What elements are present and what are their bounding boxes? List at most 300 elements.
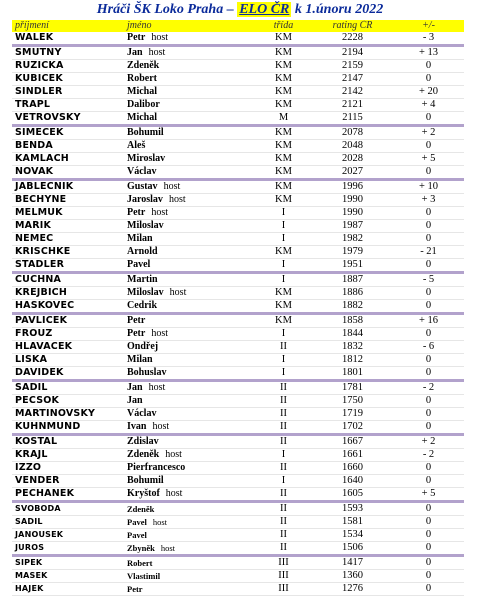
class-cell-text: II bbox=[280, 529, 287, 540]
rating-cell-text: 1719 bbox=[342, 408, 363, 419]
diff-cell-text: 0 bbox=[425, 112, 432, 123]
class-cell-text: II bbox=[280, 421, 287, 432]
title-prefix: Hráči ŠK Loko Praha – bbox=[96, 2, 238, 17]
firstname-cell bbox=[124, 488, 252, 502]
rating-cell bbox=[312, 516, 390, 529]
diff-cell-text: + 5 bbox=[421, 153, 436, 164]
surname-cell-text: DAVIDEK bbox=[15, 367, 64, 378]
surname-cell bbox=[12, 153, 124, 166]
diff-cell-text: - 6 bbox=[422, 341, 435, 352]
surname-cell bbox=[12, 421, 124, 435]
surname-cell bbox=[12, 328, 124, 341]
diff-cell-text: 0 bbox=[425, 354, 432, 365]
diff-cell-text: 0 bbox=[425, 503, 432, 514]
class-cell bbox=[252, 328, 312, 341]
table-row bbox=[12, 475, 464, 488]
firstname-cell-text: Jan bbox=[127, 395, 143, 406]
rating-cell-text: 1750 bbox=[342, 395, 363, 406]
surname-cell-text: MARIK bbox=[15, 220, 52, 231]
host-label: host bbox=[169, 287, 187, 298]
firstname-cell-text: Robert bbox=[127, 558, 153, 568]
rating-cell-text: 1858 bbox=[342, 315, 363, 326]
rating-cell bbox=[312, 140, 390, 153]
class-cell bbox=[252, 529, 312, 542]
diff-cell bbox=[390, 126, 464, 140]
surname-cell-text: SADIL bbox=[15, 382, 48, 393]
diff-cell bbox=[390, 449, 464, 462]
diff-cell-text: 0 bbox=[425, 328, 432, 339]
surname-cell bbox=[12, 273, 124, 287]
table-row bbox=[12, 570, 464, 583]
table-row bbox=[12, 542, 464, 556]
rating-cell-text: 2027 bbox=[342, 166, 363, 177]
table-header-row bbox=[12, 20, 464, 32]
firstname-cell-text: Miloslav bbox=[127, 220, 164, 231]
firstname-cell-text: Pavel bbox=[127, 517, 147, 527]
rating-cell bbox=[312, 73, 390, 86]
surname-cell-text: MARTINOVSKY bbox=[15, 408, 96, 419]
table-row bbox=[12, 60, 464, 73]
header-firstname: jméno bbox=[124, 20, 252, 32]
diff-cell-text: 0 bbox=[425, 287, 432, 298]
firstname-cell bbox=[124, 328, 252, 341]
diff-cell-text: - 21 bbox=[420, 246, 437, 257]
surname-cell bbox=[12, 246, 124, 259]
surname-cell-text: KREJBICH bbox=[15, 287, 67, 298]
table-row bbox=[12, 194, 464, 207]
rating-cell-text: 1781 bbox=[342, 382, 363, 393]
class-cell-text: III bbox=[278, 583, 289, 594]
class-cell bbox=[252, 381, 312, 395]
diff-cell-text: - 2 bbox=[422, 382, 435, 393]
surname-cell bbox=[12, 99, 124, 112]
diff-cell bbox=[390, 46, 464, 60]
table-row bbox=[12, 502, 464, 516]
class-cell bbox=[252, 421, 312, 435]
surname-cell bbox=[12, 502, 124, 516]
surname-cell bbox=[12, 462, 124, 475]
diff-cell-text: + 20 bbox=[418, 86, 439, 97]
surname-cell bbox=[12, 166, 124, 180]
rating-cell bbox=[312, 32, 390, 46]
surname-cell-text: SVOBODA bbox=[15, 504, 61, 513]
diff-cell-text: 0 bbox=[425, 73, 432, 84]
firstname-cell-text: Jan bbox=[127, 47, 143, 58]
class-cell bbox=[252, 46, 312, 60]
diff-cell-text: 0 bbox=[425, 475, 432, 486]
surname-cell-text: SINDLER bbox=[15, 86, 63, 97]
surname-cell bbox=[12, 367, 124, 381]
table-row bbox=[12, 180, 464, 194]
header-rating: rating ČR bbox=[312, 20, 390, 32]
surname-cell-text: PECHANEK bbox=[15, 488, 75, 499]
firstname-cell-text: Pavel bbox=[127, 259, 151, 270]
class-cell bbox=[252, 395, 312, 408]
class-cell bbox=[252, 73, 312, 86]
firstname-cell-text: Arnold bbox=[127, 246, 158, 257]
surname-cell-text: LISKA bbox=[15, 354, 48, 365]
surname-cell bbox=[12, 408, 124, 421]
table-row bbox=[12, 99, 464, 112]
table-row bbox=[12, 233, 464, 246]
table-row bbox=[12, 153, 464, 166]
firstname-cell bbox=[124, 314, 252, 328]
class-cell bbox=[252, 207, 312, 220]
class-cell-text: II bbox=[280, 341, 287, 352]
diff-cell bbox=[390, 300, 464, 314]
table-row bbox=[12, 314, 464, 328]
diff-cell bbox=[390, 287, 464, 300]
surname-cell-text: SADIL bbox=[15, 517, 43, 526]
rating-cell-text: 2194 bbox=[342, 47, 363, 58]
class-cell bbox=[252, 194, 312, 207]
firstname-cell bbox=[124, 220, 252, 233]
class-cell bbox=[252, 140, 312, 153]
class-cell-text: KM bbox=[275, 246, 292, 257]
rating-cell-text: 1996 bbox=[342, 181, 363, 192]
surname-cell bbox=[12, 516, 124, 529]
diff-cell-text: 0 bbox=[425, 583, 432, 594]
firstname-cell-text: Vlastimil bbox=[127, 571, 161, 581]
firstname-cell-text: Dalibor bbox=[127, 99, 160, 110]
table-body bbox=[12, 32, 464, 596]
rating-cell-text: 2121 bbox=[342, 99, 363, 110]
host-label: host bbox=[165, 449, 182, 460]
firstname-cell bbox=[124, 73, 252, 86]
rating-cell-text: 1581 bbox=[342, 516, 363, 527]
firstname-cell-text: Petr bbox=[127, 584, 143, 594]
diff-cell bbox=[390, 166, 464, 180]
rating-cell bbox=[312, 112, 390, 126]
firstname-cell bbox=[124, 395, 252, 408]
firstname-cell bbox=[124, 194, 252, 207]
table-row bbox=[12, 328, 464, 341]
diff-cell bbox=[390, 73, 464, 86]
surname-cell bbox=[12, 354, 124, 367]
header-surname: příjmení bbox=[12, 20, 124, 32]
class-cell bbox=[252, 341, 312, 354]
class-cell-text: II bbox=[280, 436, 287, 447]
firstname-cell-text: Cedrik bbox=[127, 300, 157, 311]
rating-cell bbox=[312, 46, 390, 60]
surname-cell-text: JUROS bbox=[15, 543, 45, 552]
class-cell-text: KM bbox=[275, 315, 292, 326]
diff-cell-text: 0 bbox=[425, 300, 432, 311]
class-cell-text: KM bbox=[275, 140, 292, 151]
rating-cell bbox=[312, 435, 390, 449]
rating-cell bbox=[312, 381, 390, 395]
table-row bbox=[12, 273, 464, 287]
diff-cell-text: 0 bbox=[425, 395, 432, 406]
class-cell-text: III bbox=[278, 557, 289, 568]
rating-cell-text: 2228 bbox=[342, 32, 363, 43]
class-cell-text: I bbox=[281, 449, 286, 460]
diff-cell bbox=[390, 435, 464, 449]
class-cell bbox=[252, 408, 312, 421]
rating-cell bbox=[312, 462, 390, 475]
firstname-cell-text: Milan bbox=[127, 233, 153, 244]
firstname-cell-text: Bohumil bbox=[127, 127, 164, 138]
surname-cell-text: KUHNMUND bbox=[15, 421, 81, 432]
surname-cell-text: HASKOVEC bbox=[15, 300, 75, 311]
class-cell bbox=[252, 314, 312, 328]
class-cell bbox=[252, 246, 312, 259]
diff-cell-text: + 5 bbox=[421, 488, 436, 499]
surname-cell bbox=[12, 314, 124, 328]
rating-cell-text: 2159 bbox=[342, 60, 363, 71]
table-row bbox=[12, 449, 464, 462]
surname-cell bbox=[12, 583, 124, 596]
surname-cell-text: BECHYNE bbox=[15, 194, 67, 205]
rating-cell bbox=[312, 287, 390, 300]
class-cell bbox=[252, 60, 312, 73]
surname-cell bbox=[12, 381, 124, 395]
rating-cell bbox=[312, 99, 390, 112]
diff-cell bbox=[390, 529, 464, 542]
title-elo-highlight: ELO ČR bbox=[239, 2, 290, 17]
rating-cell bbox=[312, 341, 390, 354]
class-cell-text: KM bbox=[275, 47, 292, 58]
surname-cell bbox=[12, 529, 124, 542]
rating-cell-text: 1640 bbox=[342, 475, 363, 486]
table-row bbox=[12, 207, 464, 220]
diff-cell-text: + 4 bbox=[421, 99, 436, 110]
class-cell bbox=[252, 300, 312, 314]
table-row bbox=[12, 32, 464, 46]
firstname-cell-text: Aleš bbox=[127, 140, 146, 151]
rating-cell-text: 2078 bbox=[342, 127, 363, 138]
diff-cell-text: + 10 bbox=[418, 181, 439, 192]
rating-cell bbox=[312, 502, 390, 516]
surname-cell bbox=[12, 194, 124, 207]
class-cell bbox=[252, 86, 312, 99]
host-label: host bbox=[152, 421, 170, 432]
diff-cell bbox=[390, 583, 464, 596]
surname-cell bbox=[12, 475, 124, 488]
rating-cell-text: 1667 bbox=[342, 436, 363, 447]
firstname-cell bbox=[124, 99, 252, 112]
table-row bbox=[12, 73, 464, 86]
class-cell-text: II bbox=[280, 382, 287, 393]
rating-cell bbox=[312, 60, 390, 73]
surname-cell-text: VETROVSKY bbox=[15, 112, 81, 123]
class-cell bbox=[252, 112, 312, 126]
rating-cell bbox=[312, 475, 390, 488]
surname-cell-text: KRISCHKE bbox=[15, 246, 71, 257]
rating-cell bbox=[312, 126, 390, 140]
firstname-cell-text: Petr bbox=[127, 32, 146, 43]
rating-cell-text: 1605 bbox=[342, 488, 363, 499]
rating-cell-text: 1660 bbox=[342, 462, 363, 473]
title-suffix: k 1.únoru 2022 bbox=[291, 2, 384, 17]
surname-cell bbox=[12, 73, 124, 86]
surname-cell bbox=[12, 395, 124, 408]
diff-cell-text: 0 bbox=[425, 259, 432, 270]
surname-cell bbox=[12, 86, 124, 99]
firstname-cell bbox=[124, 475, 252, 488]
rating-cell-text: 2115 bbox=[342, 112, 363, 123]
surname-cell-text: IZZO bbox=[15, 462, 42, 473]
class-cell bbox=[252, 542, 312, 556]
firstname-cell bbox=[124, 126, 252, 140]
surname-cell-text: BENDA bbox=[15, 140, 53, 151]
rating-cell-text: 1801 bbox=[342, 367, 363, 378]
class-cell-text: II bbox=[280, 408, 287, 419]
firstname-cell bbox=[124, 367, 252, 381]
firstname-cell bbox=[124, 180, 252, 194]
firstname-cell-text: Michal bbox=[127, 86, 157, 97]
rating-cell-text: 1832 bbox=[342, 341, 363, 352]
rating-cell-text: 1886 bbox=[342, 287, 363, 298]
surname-cell-text: JANOUSEK bbox=[15, 530, 64, 539]
diff-cell-text: + 3 bbox=[421, 194, 436, 205]
diff-cell bbox=[390, 516, 464, 529]
firstname-cell-text: Petr bbox=[127, 328, 146, 339]
surname-cell bbox=[12, 60, 124, 73]
class-cell-text: KM bbox=[275, 166, 292, 177]
surname-cell-text: KUBICEK bbox=[15, 73, 63, 84]
diff-cell bbox=[390, 314, 464, 328]
diff-cell-text: 0 bbox=[425, 367, 432, 378]
surname-cell-text: HAJEK bbox=[15, 584, 44, 593]
class-cell bbox=[252, 449, 312, 462]
firstname-cell-text: Miroslav bbox=[127, 153, 166, 164]
host-label: host bbox=[163, 181, 181, 192]
diff-cell bbox=[390, 220, 464, 233]
rating-cell-text: 1990 bbox=[342, 207, 363, 218]
diff-cell-text: + 2 bbox=[421, 436, 436, 447]
rating-cell bbox=[312, 354, 390, 367]
rating-cell-text: 1702 bbox=[342, 421, 363, 432]
firstname-cell bbox=[124, 153, 252, 166]
class-cell-text: KM bbox=[275, 60, 292, 71]
rating-cell bbox=[312, 314, 390, 328]
diff-cell bbox=[390, 328, 464, 341]
rating-cell-text: 1593 bbox=[342, 503, 363, 514]
surname-cell-text: MASEK bbox=[15, 571, 48, 580]
host-label: host bbox=[152, 517, 167, 527]
firstname-cell bbox=[124, 207, 252, 220]
surname-cell-text: PAVLICEK bbox=[15, 315, 68, 326]
diff-cell-text: 0 bbox=[425, 207, 432, 218]
table-row bbox=[12, 86, 464, 99]
class-cell bbox=[252, 166, 312, 180]
diff-cell bbox=[390, 341, 464, 354]
surname-cell-text: CUCHNA bbox=[15, 274, 62, 285]
rating-cell-text: 2028 bbox=[342, 153, 363, 164]
rating-cell-text: 1982 bbox=[342, 233, 363, 244]
class-cell-text: I bbox=[281, 233, 286, 244]
firstname-cell-text: Pierfrancesco bbox=[127, 462, 186, 473]
firstname-cell bbox=[124, 273, 252, 287]
firstname-cell bbox=[124, 60, 252, 73]
class-cell bbox=[252, 367, 312, 381]
diff-cell-text: 0 bbox=[425, 166, 432, 177]
surname-cell bbox=[12, 341, 124, 354]
rating-cell-text: 1987 bbox=[342, 220, 363, 231]
firstname-cell-text: Pavel bbox=[127, 530, 147, 540]
rating-cell-text: 1812 bbox=[342, 354, 363, 365]
firstname-cell bbox=[124, 516, 252, 529]
rating-cell bbox=[312, 395, 390, 408]
rating-cell bbox=[312, 300, 390, 314]
surname-cell bbox=[12, 300, 124, 314]
surname-cell-text: NOVAK bbox=[15, 166, 54, 177]
rating-cell-text: 1844 bbox=[342, 328, 363, 339]
firstname-cell bbox=[124, 246, 252, 259]
firstname-cell-text: Petr bbox=[127, 207, 146, 218]
firstname-cell bbox=[124, 583, 252, 596]
surname-cell bbox=[12, 207, 124, 220]
surname-cell-text: NEMEC bbox=[15, 233, 54, 244]
rating-cell bbox=[312, 421, 390, 435]
diff-cell-text: - 2 bbox=[422, 449, 435, 460]
firstname-cell-text: Miloslav bbox=[127, 287, 164, 298]
class-cell-text: II bbox=[280, 395, 287, 406]
rating-cell-text: 1882 bbox=[342, 300, 363, 311]
surname-cell bbox=[12, 449, 124, 462]
rating-cell-text: 1276 bbox=[342, 583, 363, 594]
class-cell bbox=[252, 153, 312, 166]
firstname-cell-text: Zdislav bbox=[127, 436, 159, 447]
firstname-cell-text: Jaroslav bbox=[127, 194, 163, 205]
firstname-cell bbox=[124, 570, 252, 583]
diff-cell bbox=[390, 273, 464, 287]
class-cell bbox=[252, 583, 312, 596]
class-cell-text: II bbox=[280, 503, 287, 514]
diff-cell bbox=[390, 367, 464, 381]
rating-cell bbox=[312, 194, 390, 207]
table-row bbox=[12, 381, 464, 395]
firstname-cell-text: Václav bbox=[127, 166, 157, 177]
diff-cell bbox=[390, 542, 464, 556]
firstname-cell bbox=[124, 408, 252, 421]
diff-cell bbox=[390, 462, 464, 475]
diff-cell bbox=[390, 207, 464, 220]
host-label: host bbox=[151, 32, 168, 43]
rating-cell bbox=[312, 583, 390, 596]
firstname-cell-text: Robert bbox=[127, 73, 157, 84]
diff-cell-text: 0 bbox=[425, 421, 432, 432]
table-row bbox=[12, 166, 464, 180]
diff-cell bbox=[390, 194, 464, 207]
class-cell-text: I bbox=[281, 475, 286, 486]
table-row bbox=[12, 354, 464, 367]
diff-cell-text: 0 bbox=[425, 557, 432, 568]
class-cell bbox=[252, 32, 312, 46]
firstname-cell-text: Václav bbox=[127, 408, 157, 419]
rating-cell bbox=[312, 408, 390, 421]
firstname-cell bbox=[124, 435, 252, 449]
host-label: host bbox=[160, 543, 176, 553]
surname-cell-text: FROUZ bbox=[15, 328, 53, 339]
firstname-cell-text: Martin bbox=[127, 274, 158, 285]
rating-cell-text: 2142 bbox=[342, 86, 363, 97]
surname-cell-text: TRAPL bbox=[15, 99, 51, 110]
class-cell-text: II bbox=[280, 462, 287, 473]
class-cell-text: I bbox=[281, 328, 286, 339]
rating-cell-text: 1534 bbox=[342, 529, 363, 540]
class-cell bbox=[252, 516, 312, 529]
firstname-cell bbox=[124, 233, 252, 246]
class-cell bbox=[252, 180, 312, 194]
diff-cell bbox=[390, 233, 464, 246]
diff-cell-text: 0 bbox=[425, 529, 432, 540]
surname-cell-text: RUZICKA bbox=[15, 60, 64, 71]
rating-cell bbox=[312, 86, 390, 99]
header-class: třída bbox=[252, 20, 312, 32]
rating-cell bbox=[312, 488, 390, 502]
